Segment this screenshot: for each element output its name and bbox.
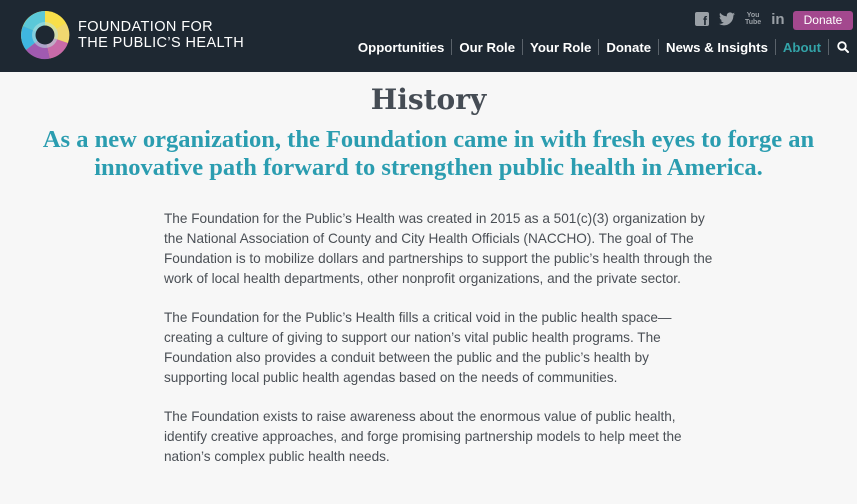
nav-your-role[interactable]: Your Role xyxy=(530,39,592,55)
history-content xyxy=(164,209,716,486)
youtube-tube: Tube xyxy=(745,19,762,26)
main-nav xyxy=(351,38,853,56)
youtube-icon[interactable] xyxy=(745,11,761,27)
brand-line-2: THE PUBLIC’S HEALTH xyxy=(78,35,245,51)
nav-about[interactable]: About xyxy=(782,39,821,55)
nav-opportunities[interactable]: Opportunities xyxy=(357,39,445,55)
paragraph-2: The Foundation for the Public’s Health fills a critical void in the public health space—creating a culture of giving to support our nation’s vital public health programs. The Foundation also provides a conduit between the public and the public’s health by supporting local public health agendas based on the needs of communities. xyxy=(164,310,672,385)
page-title: History xyxy=(370,83,487,116)
nav-news-insights[interactable]: News & Insights xyxy=(666,39,768,55)
linkedin-icon[interactable]: in xyxy=(771,10,785,28)
paragraph-1: The Foundation for the Public’s Health was created in 2015 as a 501(c)(3) organization by the National Association of County and City Health Officials (NACCHO). The goal of The Foundation is to mobilize dollars and partnerships to support the public’s health through the work of local health departments, other nonprofit organizations, and the private sector. xyxy=(164,211,713,286)
nav-donate[interactable]: Donate xyxy=(606,39,652,55)
youtube-you: You xyxy=(746,12,760,19)
foundation-logo[interactable] xyxy=(20,10,70,60)
donate-button[interactable]: Donate xyxy=(793,11,853,30)
site-header xyxy=(0,0,857,72)
brand-line-1: FOUNDATION FOR xyxy=(78,19,214,35)
social-links xyxy=(695,10,795,28)
facebook-icon[interactable]: f xyxy=(695,11,709,27)
page-subtitle: As a new organization, the Foundation came in with fresh eyes to forge an innovative path forward to strengthen public health in America. xyxy=(42,126,815,181)
paragraph-3: The Foundation exists to raise awareness about the enormous value of public health, identify creative approaches, and forge promising partnership models to help meet the nation’s complex public health needs. xyxy=(164,409,682,464)
search-icon[interactable] xyxy=(829,41,853,53)
nav-our-role[interactable]: Our Role xyxy=(459,39,516,55)
twitter-icon[interactable] xyxy=(719,11,735,27)
brand-name[interactable] xyxy=(78,19,244,51)
